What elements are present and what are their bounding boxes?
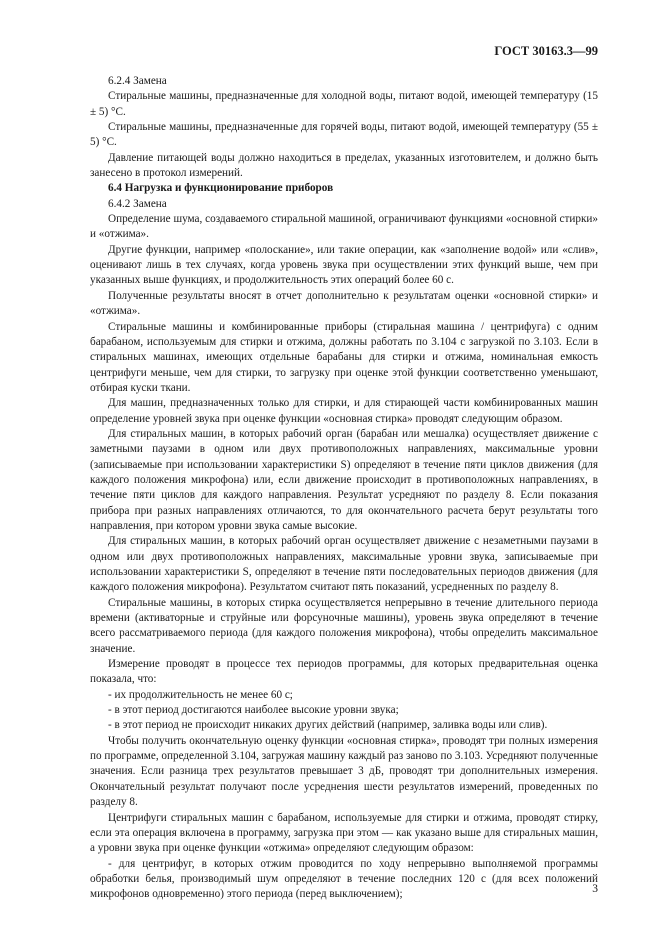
paragraph: Чтобы получить окончательную оценку функции «основная стирка», проводят три полных измерения по программе, определенной 3.104, загружая машину каждый раз заново по 3.103. Усредняют полученные значения. Если разница трех результатов превышает 3 дБ, проводят три дополнительных измерения. Окончательный результат получают после усреднения шести результатов измерений, проведенных по разделу 8.: [90, 734, 598, 809]
list-item: - в этот период не происходит никаких других действий (например, заливка воды или слив).: [108, 719, 548, 732]
page-number: 3: [592, 883, 598, 895]
paragraph: Центрифуги стиральных машин с барабаном, используемые для стирки и отжима, проводят стирку, если эта операция включена в программу, загрузка при этом — как указано выше для стиральных машин, а уровни звука при оценке функции «отжима» определяют следующим образом:: [90, 811, 598, 855]
paragraph: Другие функции, например «полоскание», или такие операции, как «заполнение водой» или «слив», оценивают лишь в тех случаях, когда уровень звука при осуществлении этих функций выше, чем при указанных выше функциях, и продолжительность этих операций более 60 с.: [90, 243, 598, 287]
paragraph: Давление питающей воды должно находиться в пределах, указанных изготовителем, и должно быть занесено в протокол измерений.: [90, 151, 598, 180]
paragraph: Для стиральных машин, в которых рабочий орган осуществляет движение с незаметными паузами в одном или двух противоположных направлениях, максимальные уровни звука, записываемые при использовании характеристики S, определяют в течение пяти последовательных периодов движения (для каждого положения микрофона). Результатом считают пять показаний, усредненных по разделу 8.: [90, 535, 598, 594]
paragraph: Стиральные машины, в которых стирка осуществляется непрерывно в течение длительного периода времени (активаторные и струйные или форсуночные машины), уровень звука определяют в течение всего рассматриваемого периода (для каждого положения микрофона), чтобы определить максимальное значение.: [90, 596, 598, 655]
document-body: [90, 74, 598, 903]
paragraph: Для машин, предназначенных только для стирки, и для стирающей части комбинированных машин определение уровней звука при оценке функции «основная стирка» проводят следующим образом.: [90, 397, 598, 425]
paragraph: Для стиральных машин, в которых рабочий орган (барабан или мешалка) осуществляет движение с заметными паузами в одном или двух противоположных направлениях, максимальные уровни (записываемые при использовании характеристики S) определяют в течение пяти циклов движения (для каждого положения микрофона) или, если движение происходит в противоположных направлениях, в течение пяти циклов для каждого направления. Результат усредняют по разделу 8. Если показания прибора при разных направлениях отличаются, то для окончательного расчета берут результаты того направления, при котором уровни звука самые высокие.: [90, 427, 598, 532]
paragraph: Стиральные машины, предназначенные для горячей воды, питают водой, имеющей температуру (55 ± 5) °С.: [90, 121, 598, 149]
paragraph: Стиральные машины, предназначенные для холодной воды, питают водой, имеющей температуру (15 ± 5) °С.: [90, 90, 598, 118]
paragraph: Определение шума, создаваемого стиральной машиной, ограничивают функциями «основной стирки» и «отжима».: [90, 213, 598, 241]
paragraph: 6.4.2 Замена: [108, 197, 167, 210]
paragraph: Полученные результаты вносят в отчет дополнительно к результатам оценки «основной стирки» и «отжима».: [90, 289, 598, 318]
list-item: - для центрифуг, в которых отжим проводится по ходу непрерывно выполняемой программы обработки белья, производимый шум определяют в течение последних 120 с (для всех положений микрофонов одновременно) этого периода (перед выключением);: [90, 857, 598, 901]
list-item: - их продолжительность не менее 60 с;: [108, 688, 293, 701]
paragraph: Измерение проводят в процессе тех периодов программы, для которых предварительная оценка показала, что:: [90, 658, 598, 686]
document-header: ГОСТ 30163.3—99: [494, 44, 598, 58]
paragraph: Стиральные машины и комбинированные приборы (стиральная машина / центрифуга) с одним барабаном, используемым для стирки и отжима, должны работать по 3.104 с загрузкой по 3.103. Если в стиральных машинах, имеющих отдельные барабаны для стирки и отжима, номинальная емкость центрифуги меньше, чем для стирки, то загрузку при оценке этой функции соответственно уменьшают, отбирая куски ткани.: [90, 320, 598, 394]
section-heading: 6.4 Нагрузка и функционирование приборов: [108, 182, 334, 195]
paragraph: 6.2.4 Замена: [108, 75, 167, 87]
list-item: - в этот период достигаются наиболее высокие уровни звука;: [108, 704, 399, 717]
